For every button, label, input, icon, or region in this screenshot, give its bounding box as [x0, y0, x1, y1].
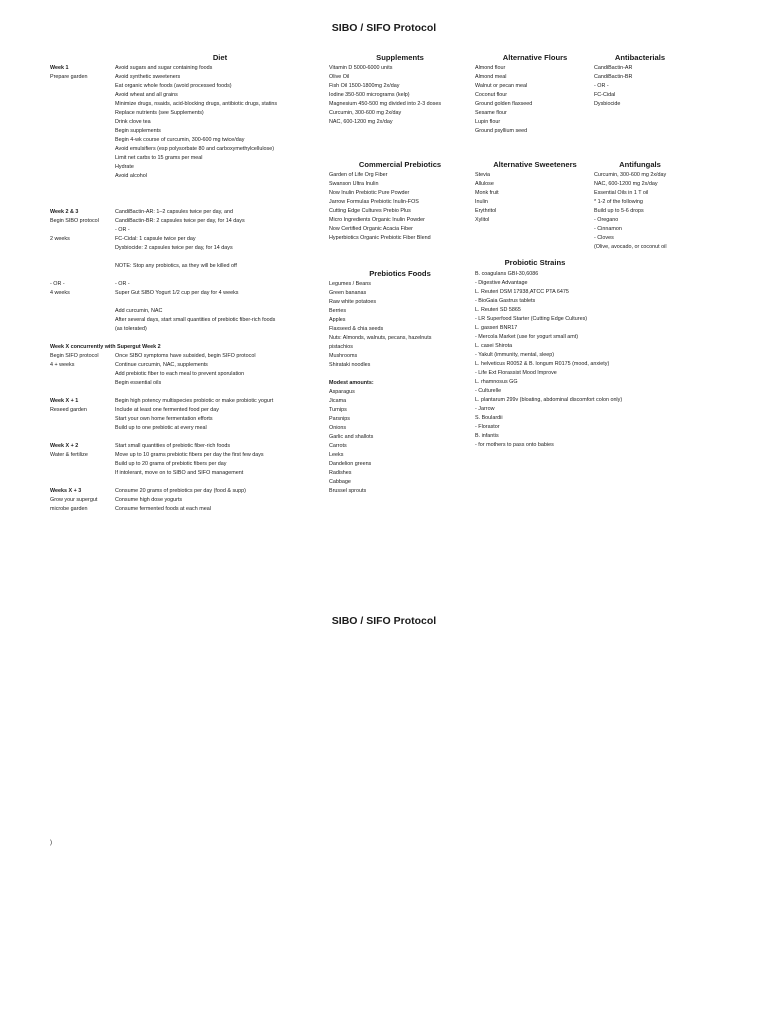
prebiotic-food-item: Garlic and shallots: [329, 434, 374, 440]
probiotic-strain-item: - Yakult (immunity, mental, sleep): [475, 352, 555, 358]
antibacterials-list: [594, 64, 632, 109]
flour-item: Almond flour: [475, 65, 506, 71]
prebiotic-food-item: Flaxseed & chia seeds: [329, 326, 384, 332]
diet-instructions-column: [115, 64, 277, 514]
diet-line: [115, 181, 277, 190]
diet-line: CandiBactin-BR: 2 capsules twice per day, for 14 days: [115, 218, 245, 224]
diet-line: Add prebiotic fiber to each meal to prevent sporulation: [115, 371, 245, 377]
commercial-prebiotic-item: Micro Ingredients Organic Inulin Powder: [329, 217, 425, 223]
prebiotic-food-item: [329, 370, 431, 379]
week-label: Week 1: [50, 65, 69, 71]
diet-line: Eat organic whole foods (avoid processed foods): [115, 83, 232, 89]
diet-line: If intolerant, move on to SIBO and SIFO management: [115, 470, 244, 476]
diet-line: Begin essential oils: [115, 380, 162, 386]
supplement-item: Magnesium 450-500 mg divided into 2-3 doses: [329, 101, 442, 107]
diet-line: Limit net carbs to 15 grams per meal: [115, 155, 203, 161]
diet-line: [115, 433, 277, 442]
probiotic-strain-item: - Life Ext Florassist Mood Improve: [475, 370, 557, 376]
sweetener-item: Inulin: [475, 199, 488, 205]
commercial-prebiotic-item: Garden of Life Org Fiber: [329, 172, 388, 178]
sweetener-item: Stevia: [475, 172, 490, 178]
prebiotic-food-item: Mushrooms: [329, 353, 358, 359]
week-label: microbe garden: [50, 506, 88, 512]
probiotic-strain-item: L. Reuteri DSM 17938,ATCC PTA 6475: [475, 289, 569, 295]
probiotic-strain-item: - Mercola Market (use for yogurt small amt): [475, 334, 579, 340]
flour-item: Lupin flour: [475, 119, 501, 125]
supplement-item: Iodine 350-500 micrograms (kelp): [329, 92, 410, 98]
antibacterial-item: CandiBactin-AR: [594, 65, 633, 71]
week-label: Begin SIBO protocol: [50, 218, 99, 224]
antibacterial-item: Dysbiocide: [594, 101, 621, 107]
antibacterials-header: Antibacterials: [614, 53, 666, 62]
diet-line: [115, 253, 277, 262]
page-2-fragment-text: ): [50, 840, 52, 846]
prebiotic-food-item: Jicama: [329, 398, 347, 404]
diet-header: Diet: [212, 53, 228, 62]
flour-item: Walnut or pecan meal: [475, 83, 528, 89]
diet-line: Continue curcumin, NAC, supplements: [115, 362, 208, 368]
diet-line: Start your own home fermentation efforts: [115, 416, 213, 422]
diet-line: Dysbiocide: 2 capsules twice per day, for 14 days: [115, 245, 233, 251]
sweetener-item: Monk fruit: [475, 190, 499, 196]
flour-item: Ground psyllium seed: [475, 128, 528, 134]
antifungal-item: * 1-2 of the following: [594, 199, 643, 205]
diet-line: Replace nutrients (see Supplements): [115, 110, 204, 116]
week-label: 2 weeks: [50, 236, 70, 242]
antifungal-item: NAC, 600-1200 mg 2x/day: [594, 181, 658, 187]
probiotic-strain-item: S. Boulardii: [475, 415, 503, 421]
supplement-item: Olive Oil: [329, 74, 350, 80]
diet-line: [115, 199, 277, 208]
diet-line: Avoid synthetic sweeteners: [115, 74, 181, 80]
sweetener-item: Erythritol: [475, 208, 497, 214]
diet-line: [115, 190, 277, 199]
week-label: Prepare garden: [50, 74, 88, 80]
sweetener-item: Allulose: [475, 181, 494, 187]
week-label: 4 + weeks: [50, 362, 75, 368]
diet-line: Once SIBO symptoms have subsided, begin SIFO protocol: [115, 353, 256, 359]
alternative-flours-list: [475, 64, 532, 136]
prebiotic-food-item: pistachios: [329, 344, 353, 350]
week-label: Weeks X + 3: [50, 488, 82, 494]
prebiotic-food-item: Parsnips: [329, 416, 350, 422]
week-label: Week 2 & 3: [50, 209, 79, 215]
alternative-flours-header: Alternative Flours: [502, 53, 568, 62]
commercial-prebiotics-list: [329, 171, 431, 243]
diet-line: Build up to one prebiotic at every meal: [115, 425, 207, 431]
antifungal-item: Build up to 5-6 drops: [594, 208, 644, 214]
week-label: Week X + 2: [50, 443, 79, 449]
prebiotic-food-item: Shirataki noodles: [329, 362, 371, 368]
commercial-prebiotic-item: Now Inulin Prebiotic Pure Powder: [329, 190, 410, 196]
diet-line: Begin supplements: [115, 128, 161, 134]
probiotic-strains-list: [475, 270, 622, 450]
flour-item: Ground golden flaxseed: [475, 101, 533, 107]
supplement-item: Curcumin, 300-600 mg 2x/day: [329, 110, 402, 116]
diet-line: Avoid emulsifiers (esp polysorbate 80 and carboxymethylcellulose): [115, 146, 275, 152]
page-2-title: SIBO / SIFO Protocol: [331, 615, 437, 627]
prebiotic-food-item: Green bananas: [329, 290, 367, 296]
probiotic-strain-item: L. helveticus R0052 & B. longum R0175 (mood, anxiety): [475, 361, 610, 367]
diet-line: CandiBactin-AR: 1–2 capsules twice per day, and: [115, 209, 233, 215]
prebiotic-food-item: Legumes / Beans: [329, 281, 371, 287]
antifungals-list: [594, 171, 667, 252]
supplements-list: [329, 64, 441, 127]
prebiotic-food-item: Dandelion greens: [329, 461, 372, 467]
diet-line: Begin high potency multispecies probiotic or make probiotic yogurt: [115, 398, 274, 404]
probiotic-strain-item: L. plantarum 299v (bloating, abdominal discomfort colon only): [475, 397, 623, 403]
diet-line: NOTE: Stop any probiotics, as they will be killed off: [115, 263, 237, 269]
antifungal-item: Curcumin, 300-600 mg 2x/day: [594, 172, 667, 178]
commercial-prebiotic-item: Hyperbiotics Organic Prebiotic Fiber Blend: [329, 235, 431, 241]
prebiotic-food-item: Onions: [329, 425, 347, 431]
diet-line: Hydrate: [115, 164, 134, 170]
antifungal-item: (Olive, avocado, or coconut oil: [594, 244, 667, 250]
antibacterial-item: - OR -: [594, 83, 609, 89]
supplements-header: Supplements: [376, 53, 424, 62]
prebiotic-food-item: Turnips: [329, 407, 347, 413]
diet-line: Move up to 10 grams prebiotic fibers per day the first few days: [115, 452, 264, 458]
diet-line: Start small quantities of prebiotic fiber-rich foods: [115, 443, 231, 449]
supplement-item: Fish Oil 1500-1800mg 2x/day: [329, 83, 400, 89]
diet-line: - OR -: [115, 281, 130, 287]
probiotic-strain-item: - Jarrow: [475, 406, 495, 412]
prebiotic-food-item: Modest amounts:: [329, 380, 374, 386]
probiotic-strain-item: - Culturelle: [475, 388, 502, 394]
diet-line: Avoid alcohol: [115, 173, 147, 179]
antifungals-header: Antifungals: [619, 160, 661, 169]
flour-item: Almond meal: [475, 74, 507, 80]
probiotic-strain-item: - BioGaia Gastrus tablets: [475, 298, 536, 304]
diet-line: Avoid sugars and sugar containing foods: [115, 65, 213, 71]
prebiotic-food-item: Nuts: Almonds, walnuts, pecans, hazelnuts: [329, 335, 432, 341]
probiotic-strain-item: L. Reuteri SD 5865: [475, 307, 521, 313]
supplement-item: NAC, 600-1200 mg 2x/day: [329, 119, 393, 125]
supplement-item: Vitamin D 5000-6000 units: [329, 65, 393, 71]
probiotic-strain-item: - LR Superfood Starter (Cutting Edge Cultures): [475, 316, 588, 322]
probiotic-strain-item: L. gasseri BNR17: [475, 325, 518, 331]
week-label: Water & fertilize: [50, 452, 88, 458]
probiotic-strains-header: Probiotic Strains: [504, 258, 566, 267]
diet-line: Avoid wheat and all grains: [115, 92, 178, 98]
prebiotic-food-item: Cabbage: [329, 479, 351, 485]
week-label: Week X + 1: [50, 398, 79, 404]
antifungal-item: - Cinnamon: [594, 226, 622, 232]
diet-line: [115, 478, 277, 487]
sweetener-item: Xylitol: [475, 217, 490, 223]
diet-line: [115, 334, 277, 343]
prebiotic-food-item: Asparagus: [329, 389, 355, 395]
prebiotic-food-item: Berries: [329, 308, 347, 314]
diet-line: FC-Cidal: 1 capsule twice per day: [115, 236, 196, 242]
diet-line: [115, 343, 277, 352]
antifungal-item: - Oregano: [594, 217, 619, 223]
probiotic-strain-item: - Digestive Advantage: [475, 280, 528, 286]
diet-line: Build up to 20 grams of prebiotic fibers per day: [115, 461, 227, 467]
prebiotic-foods-list: [329, 280, 431, 496]
week-label: Grow your supergut: [50, 497, 98, 503]
commercial-prebiotic-item: Swanson Ultra Inulin: [329, 181, 379, 187]
diet-line: Consume 20 grams of prebiotics per day (food & supp): [115, 488, 246, 494]
probiotic-strain-item: - for mothers to pass onto babies: [475, 442, 554, 448]
probiotic-strain-item: B. coagulans GBI-30,6086: [475, 271, 539, 277]
commercial-prebiotic-item: Jarrow Formulas Prebiotic Inulin-FOS: [329, 199, 419, 205]
alternative-sweeteners-header: Alternative Sweeteners: [493, 160, 577, 169]
commercial-prebiotic-item: Now Certified Organic Acacia Fiber: [329, 226, 413, 232]
probiotic-strain-item: L. casei Shirota: [475, 343, 513, 349]
flour-item: Coconut flour: [475, 92, 508, 98]
prebiotic-food-item: Radishes: [329, 470, 352, 476]
week-label: 4 weeks: [50, 290, 70, 296]
diet-line: After several days, start small quantities of prebiotic fiber-rich foods: [115, 317, 276, 323]
diet-line: [115, 298, 277, 307]
diet-line: Begin 4-wk course of curcumin, 300-600 mg twice/day: [115, 137, 245, 143]
antifungal-item: - Cloves: [594, 235, 614, 241]
probiotic-strain-item: B. infantis: [475, 433, 499, 439]
antibacterial-item: FC-Cidal: [594, 92, 616, 98]
week-label: Week X concurrently with Supergut Week 2: [50, 344, 161, 350]
diet-line: [115, 388, 277, 397]
antifungal-item: Essential Oils in 1 T oil: [594, 190, 649, 196]
antibacterial-item: CandiBactin-BR: [594, 74, 633, 80]
alternative-sweeteners-list: [475, 171, 499, 225]
prebiotic-foods-header: Prebiotics Foods: [369, 269, 431, 278]
diet-line: (as tolerated): [115, 326, 147, 332]
diet-line: Include at least one fermented food per day: [115, 407, 219, 413]
page-title: SIBO / SIFO Protocol: [331, 22, 437, 34]
commercial-prebiotics-header: Commercial Prebiotics: [358, 160, 442, 169]
prebiotic-food-item: Raw white potatoes: [329, 299, 377, 305]
week-label: Begin SIFO protocol: [50, 353, 99, 359]
diet-line: Minimize drugs, nsaids, acid-blocking drugs, antibiotic drugs, statins: [115, 101, 278, 107]
diet-line: [115, 271, 277, 280]
probiotic-strain-item: L. rhamnosus GG: [475, 379, 518, 385]
week-label: - OR -: [50, 281, 65, 287]
week-label: Reseed garden: [50, 407, 87, 413]
flour-item: Sesame flour: [475, 110, 507, 116]
probiotic-strain-item: - Florastor: [475, 424, 500, 430]
diet-line: - OR -: [115, 227, 130, 233]
prebiotic-food-item: Leeks: [329, 452, 344, 458]
diet-line: Add curcumin, NAC: [115, 308, 163, 314]
diet-line: Drink clove tea: [115, 119, 151, 125]
prebiotic-food-item: Brussel sprouts: [329, 488, 367, 494]
diet-line: Consume high dose yogurts: [115, 497, 183, 503]
prebiotic-food-item: Apples: [329, 317, 346, 323]
commercial-prebiotic-item: Cutting Edge Cultures Prebio Plus: [329, 208, 411, 214]
prebiotic-food-item: Carrots: [329, 443, 347, 449]
diet-line: Super Gut SIBO Yogurt 1/2 cup per day for 4 weeks: [115, 290, 239, 296]
diet-line: Consume fermented foods at each meal: [115, 506, 211, 512]
